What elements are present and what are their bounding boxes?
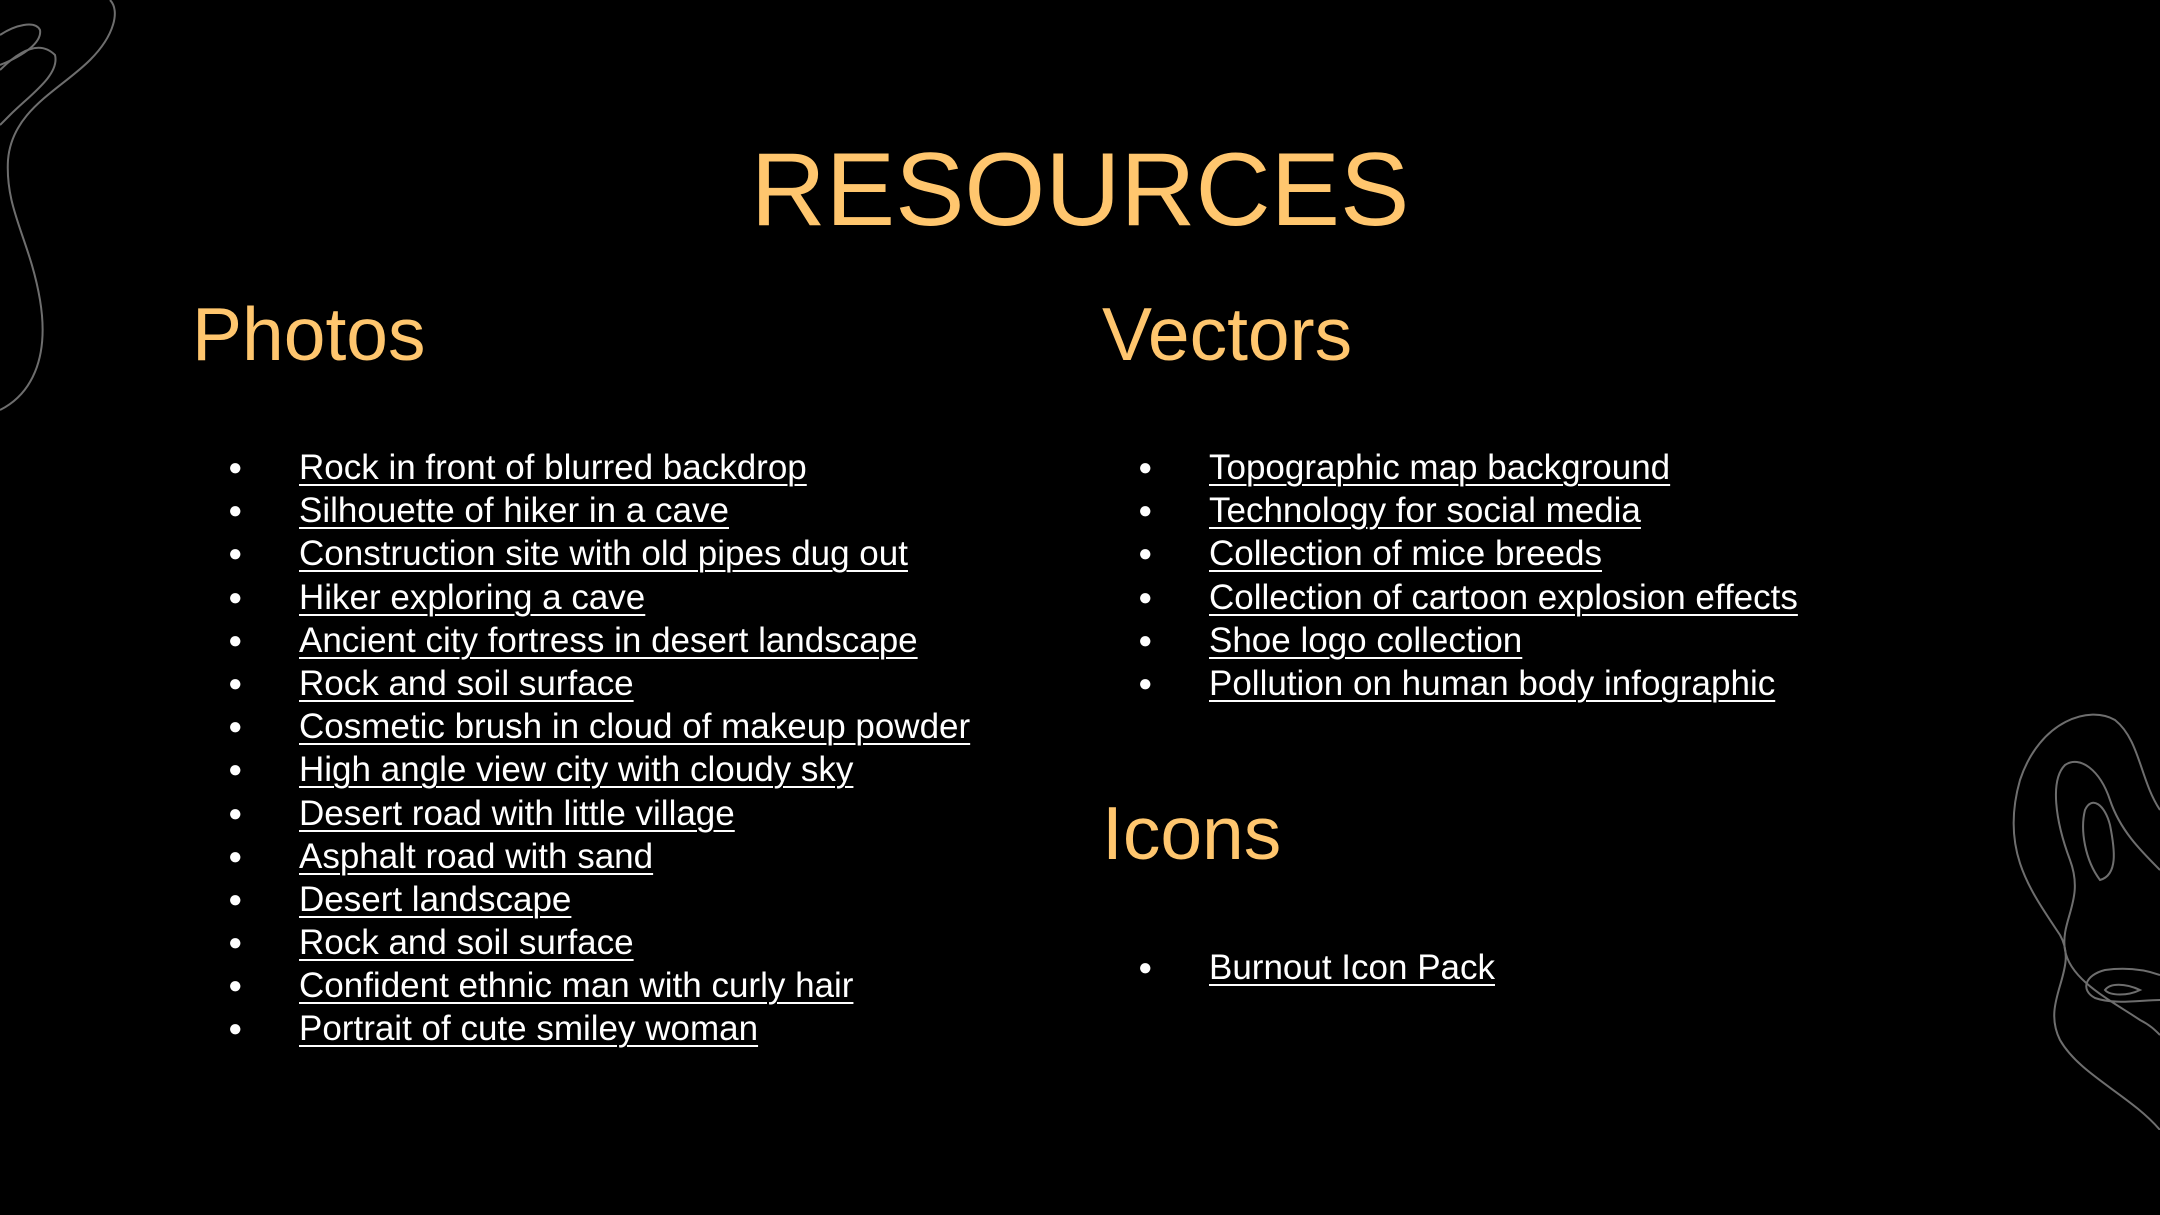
list-item [228, 1007, 970, 1050]
photos-heading: Photos [192, 292, 426, 376]
resource-link[interactable]: Topographic map background [1209, 448, 1671, 487]
bullet-icon: ● [228, 540, 243, 568]
bullet-icon: ● [228, 885, 243, 913]
resource-link[interactable]: Desert road with little village [299, 793, 735, 833]
bullet-icon: ● [228, 454, 243, 481]
bullet-icon: ● [1138, 540, 1153, 568]
bullet-icon: ● [1138, 669, 1153, 697]
list-item [1138, 446, 1798, 489]
bullet-icon: ● [228, 929, 243, 957]
resource-link[interactable]: Portrait of cute smiley woman [299, 1009, 759, 1049]
list-item [228, 835, 970, 878]
bullet-icon: ● [1138, 583, 1153, 611]
resource-link[interactable]: Rock and soil surface [299, 663, 634, 703]
bullet-icon: ● [228, 799, 243, 827]
bullet-icon: ● [1138, 454, 1153, 481]
list-item [228, 576, 970, 619]
bullet-icon: ● [228, 756, 243, 784]
resource-link[interactable]: Confident ethnic man with curly hair [299, 966, 854, 1006]
resource-link[interactable]: Silhouette of hiker in a cave [299, 491, 729, 531]
bullet-icon: ● [228, 583, 243, 611]
list-item [1138, 662, 1798, 705]
slide-title: RESOURCES [750, 132, 1410, 248]
list-item [228, 921, 970, 964]
bullet-icon: ● [228, 626, 243, 654]
list-item [1138, 576, 1798, 619]
resource-link[interactable]: Technology for social media [1209, 491, 1641, 531]
icons-list [1138, 946, 1495, 989]
list-item [1138, 489, 1798, 532]
bullet-icon: ● [228, 1015, 243, 1043]
resource-link[interactable]: Asphalt road with sand [299, 836, 654, 876]
resource-link[interactable]: Pollution on human body infographic [1209, 663, 1776, 703]
resource-link[interactable]: Shoe logo collection [1209, 620, 1523, 660]
bullet-icon: ● [228, 842, 243, 870]
resource-link[interactable]: Desert landscape [299, 879, 572, 919]
bullet-icon: ● [1138, 954, 1153, 981]
vectors-heading: Vectors [1102, 292, 1353, 376]
list-item [228, 748, 970, 791]
resource-link[interactable]: Burnout Icon Pack [1209, 948, 1495, 987]
list-item [1138, 532, 1798, 575]
list-item [1138, 946, 1495, 989]
list-item [228, 446, 970, 489]
resource-link[interactable]: Construction site with old pipes dug out [299, 534, 908, 574]
bullet-icon: ● [228, 713, 243, 741]
resource-link[interactable]: Collection of cartoon explosion effects [1209, 577, 1798, 617]
bullet-icon: ● [228, 497, 243, 525]
bullet-icon: ● [228, 669, 243, 697]
resource-link[interactable]: Ancient city fortress in desert landscape [299, 620, 918, 660]
list-item [228, 489, 970, 532]
list-item [228, 532, 970, 575]
bullet-icon: ● [1138, 626, 1153, 654]
bullet-icon: ● [228, 972, 243, 1000]
icons-heading: Icons [1102, 791, 1282, 875]
resource-link[interactable]: High angle view city with cloudy sky [299, 750, 854, 790]
topographic-lines-right-decoration [2000, 700, 2160, 1130]
list-item [228, 705, 970, 748]
list-item [228, 619, 970, 662]
resource-link[interactable]: Collection of mice breeds [1209, 534, 1602, 574]
resource-link[interactable]: Rock and soil surface [299, 923, 634, 963]
resource-link[interactable]: Hiker exploring a cave [299, 577, 646, 617]
list-item [228, 878, 970, 921]
bullet-icon: ● [1138, 497, 1153, 525]
vectors-list [1138, 446, 1798, 705]
resource-link[interactable]: Rock in front of blurred backdrop [299, 448, 807, 487]
list-item [228, 792, 970, 835]
resource-link[interactable]: Cosmetic brush in cloud of makeup powder [299, 707, 971, 747]
list-item [1138, 619, 1798, 662]
list-item [228, 662, 970, 705]
list-item [228, 964, 970, 1007]
photos-list [228, 446, 970, 1051]
